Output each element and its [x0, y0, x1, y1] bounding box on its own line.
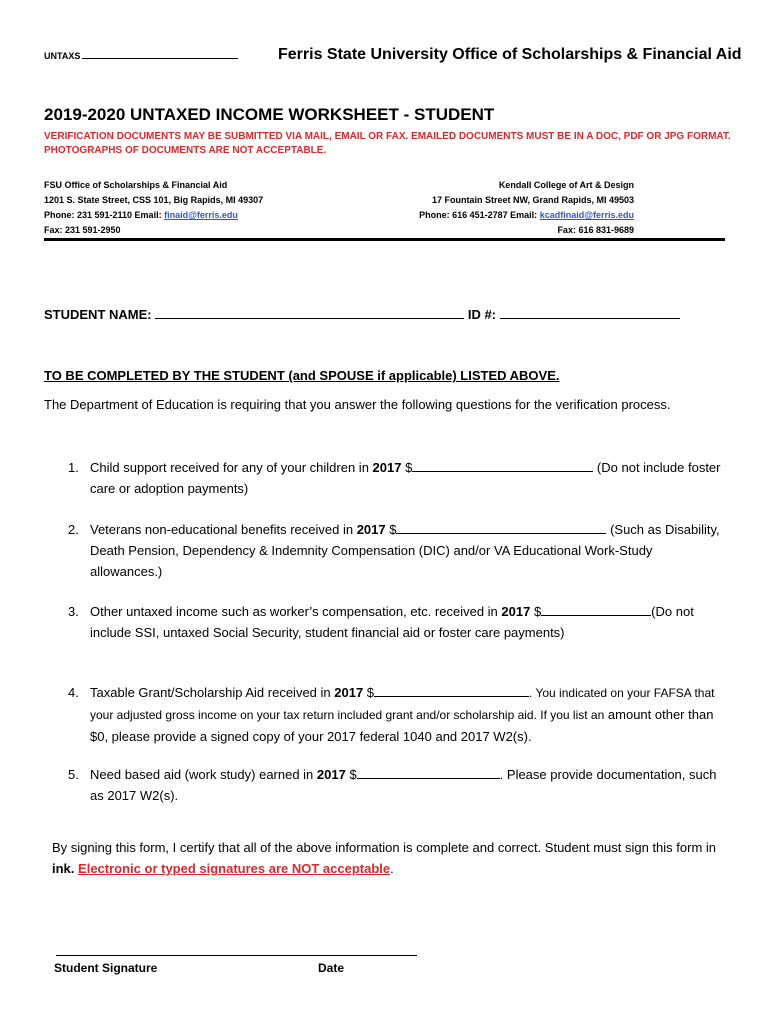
form-code-blank[interactable] [82, 50, 238, 59]
question-4 [68, 682, 728, 747]
date-label: Date [318, 961, 345, 975]
submission-notice: VERIFICATION DOCUMENTS MAY BE SUBMITTED VIA MAIL, EMAIL OR FAX. EMAILED DOCUMENTS MUST BE IN A DOC, PDF OR JPG FORMAT. PHOTOGRAPHS OF DOCUMENTS ARE NOT ACCEPTABLE. [44, 131, 731, 156]
student-name-field[interactable] [155, 306, 464, 319]
question-text: Other untaxed income such as worker’s compensation, etc. received in [90, 604, 502, 619]
question-2 [68, 519, 728, 582]
question-year: 2017 [501, 604, 531, 619]
fsu-office-name: FSU Office of Scholarships & Financial Aid [44, 180, 228, 190]
kendall-contact-block [419, 178, 634, 238]
dollar-sign: $ [345, 767, 357, 782]
child-support-amount-field[interactable] [412, 459, 593, 472]
fsu-email-link[interactable]: finaid@ferris.edu [164, 210, 238, 220]
instructions-heading-period: . [555, 368, 560, 383]
question-year: 2017 [316, 767, 346, 782]
question-text: Veterans non-educational benefits received in [90, 522, 357, 537]
signature-warning: Electronic or typed signatures are NOT acceptable [78, 861, 391, 876]
kendall-phone-email [419, 208, 634, 223]
question-3 [68, 601, 728, 643]
kendall-phone: Phone: 616 451-2787 Email: [419, 210, 540, 220]
page-title: 2019-2020 UNTAXED INCOME WORKSHEET - STUDENT [44, 105, 495, 124]
question-text: Need based aid (work study) earned in [90, 767, 317, 782]
certification-end: . [390, 861, 394, 876]
kendall-email-link[interactable]: kcadfinaid@ferris.edu [539, 210, 634, 220]
certification-statement [52, 837, 732, 879]
dollar-sign: $ [363, 685, 375, 700]
instructions-intro: The Department of Education is requiring that you answer the following questions for the verification process. [44, 397, 671, 412]
veterans-benefits-amount-field[interactable] [396, 521, 606, 534]
certification-text: By signing this form, I certify that all of the above information is complete and correct. Student must sign this form in [52, 840, 717, 855]
student-info-line [44, 306, 680, 322]
question-note: amount other than $0, please provide a signed copy of your 2017 federal 1040 and 2017 W2(s). [90, 707, 714, 744]
signature-line[interactable] [56, 955, 417, 956]
kendall-fax: Fax: 616 831-9689 [557, 225, 634, 235]
question-note: (Such as Disability, Death Pension, Dependency & Indemnity Compensation (DIC) and/or VA Educational Work-Study allowances.) [90, 522, 720, 579]
fsu-phone: Phone: 231 591-2110 Email: [44, 210, 165, 220]
question-text: Child support received for any of your children in [90, 460, 373, 475]
other-untaxed-amount-field[interactable] [541, 603, 651, 616]
dollar-sign: $ [385, 522, 397, 537]
student-id-field[interactable] [500, 306, 680, 319]
question-year: 2017 [372, 460, 402, 475]
form-code-label: UNTAXS [44, 51, 81, 61]
student-signature-label: Student Signature [54, 961, 158, 975]
student-id-label: ID #: [467, 307, 497, 322]
kendall-name: Kendall College of Art & Design [498, 180, 634, 190]
question-number: 1. [68, 460, 79, 475]
instructions-heading [44, 368, 560, 383]
question-number: 5. [68, 767, 79, 782]
question-note: (Do not include SSI, untaxed Social Security, student financial aid or foster care payments) [90, 604, 694, 640]
ink-requirement: ink. [52, 861, 75, 876]
question-number: 2. [68, 522, 79, 537]
dollar-sign: $ [401, 460, 413, 475]
work-study-amount-field[interactable] [357, 766, 500, 779]
dollar-sign: $ [530, 604, 542, 619]
question-year: 2017 [334, 685, 364, 700]
question-note-small: . You indicated on your FAFSA that your adjusted gross income on your tax return included grant and/or scholarship aid. If you list an [90, 686, 715, 722]
header-divider [44, 238, 725, 241]
fsu-fax: Fax: 231 591-2950 [44, 225, 121, 235]
question-number: 4. [68, 685, 79, 700]
question-number: 3. [68, 604, 79, 619]
instructions-heading-text: TO BE COMPLETED BY THE STUDENT (and SPOUSE if applicable) LISTED ABOVE [44, 368, 556, 383]
kendall-address: 17 Fountain Street NW, Grand Rapids, MI 49503 [431, 195, 634, 205]
fsu-phone-email [44, 208, 263, 223]
question-year: 2017 [356, 522, 386, 537]
fsu-address: 1201 S. State Street, CSS 101, Big Rapids, MI 49307 [44, 195, 264, 205]
question-5 [68, 764, 728, 806]
fsu-contact-block [44, 178, 263, 238]
student-name-label: STUDENT NAME: [44, 307, 152, 322]
question-1 [68, 457, 728, 499]
office-title: Ferris State University Office of Scholarships & Financial Aid [278, 46, 742, 63]
grant-scholarship-amount-field[interactable] [374, 684, 529, 697]
form-code [44, 50, 238, 61]
question-note: (Do not include foster care or adoption payments) [90, 460, 721, 496]
question-text: Taxable Grant/Scholarship Aid received in [90, 685, 335, 700]
question-note: . Please provide documentation, such as 2017 W2(s). [90, 767, 717, 803]
